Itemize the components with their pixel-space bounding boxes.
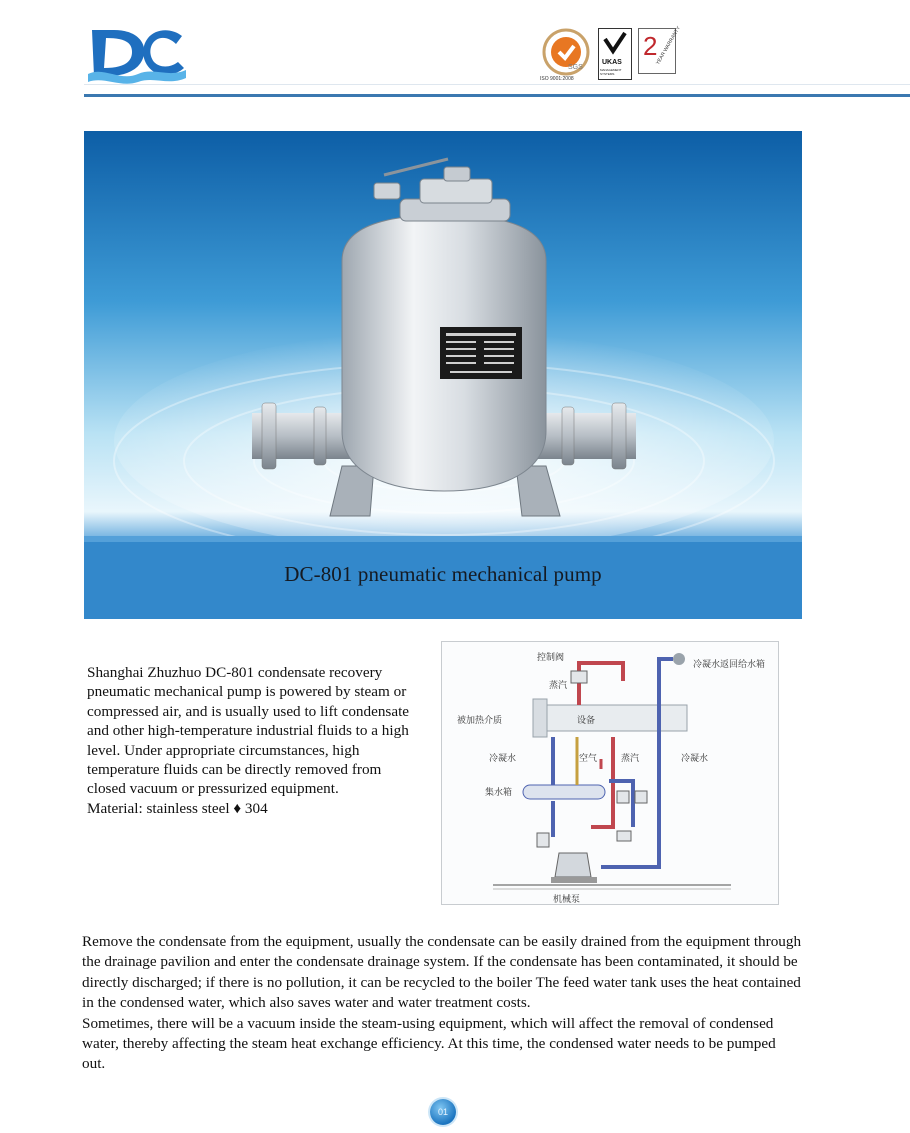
header-thin-rule xyxy=(84,84,910,85)
intro-text: Shanghai Zhuzhuo DC-801 condensate recovery pneumatic mechanical pump is powered by steam or compressed air, and is usually used to lift condensate and other high-temperature industrial fluids to a high level. Under appropriate circumstances, high temperature fluids can be directly removed from closed vacuum or pressurized equipment. xyxy=(87,664,410,798)
body-paragraph-1: Remove the condensate from the equipment, usually the condensate can be easily drained from the equipment through the drainage pavilion and enter the condensate drainage system. If the condensate has been contaminated, it should be directly discharged; if there is no pollution, it can be recycled to the boiler The feed water tank uses the heat contained in the condensed water, which also saves water and water treatment costs. xyxy=(82,933,802,1012)
label-condensate-right: 冷凝水 xyxy=(681,754,709,764)
ukas-badge xyxy=(598,28,632,80)
label-heated-medium: 被加热介质 xyxy=(457,716,503,726)
warranty-badge xyxy=(638,25,682,74)
body-paragraph-2: Sometimes, there will be a vacuum inside the steam-using equipment, which will affect the removal of condensed water, thereby affecting the steam heat exchange efficiency. At this time, the condensed water needs to be pumped out. xyxy=(82,1014,776,1073)
warranty-number: 2 xyxy=(643,31,658,61)
label-collector: 集水箱 xyxy=(485,788,513,798)
label-return-tank: 冷凝水返回给水箱 xyxy=(693,660,766,670)
sgs-sub: ISO 9001:2008 xyxy=(540,76,574,82)
header-rule xyxy=(84,94,910,97)
product-caption: DC-801 pneumatic mechanical pump xyxy=(284,561,602,586)
ukas-sub: MANAGEMENT SYSTEMS xyxy=(600,68,622,76)
system-diagram xyxy=(441,641,779,905)
certification-badges xyxy=(540,25,682,84)
label-condensate-left: 冷凝水 xyxy=(489,754,517,764)
label-equipment: 设备 xyxy=(577,716,596,726)
material-line: Material: stainless steel ♦ 304 xyxy=(87,799,268,817)
label-air: 空气 xyxy=(579,754,598,764)
warranty-sub: YEAR WARRANTY xyxy=(655,25,682,67)
intro-description xyxy=(87,663,417,818)
ukas-label: UKAS xyxy=(602,59,622,66)
sgs-label: SGS xyxy=(568,64,583,71)
label-pump: 机械泵 xyxy=(553,895,581,905)
body-text xyxy=(82,932,802,1075)
company-logo xyxy=(84,18,188,86)
label-steam-mid: 蒸汽 xyxy=(621,754,640,764)
logo-text: DC xyxy=(136,57,139,59)
product-hero-image xyxy=(84,131,802,619)
page-number-badge: 01 xyxy=(430,1099,456,1125)
sgs-badge xyxy=(540,28,592,84)
label-steam-top: 蒸汽 xyxy=(549,681,568,691)
label-control-valve: 控制阀 xyxy=(537,653,565,663)
